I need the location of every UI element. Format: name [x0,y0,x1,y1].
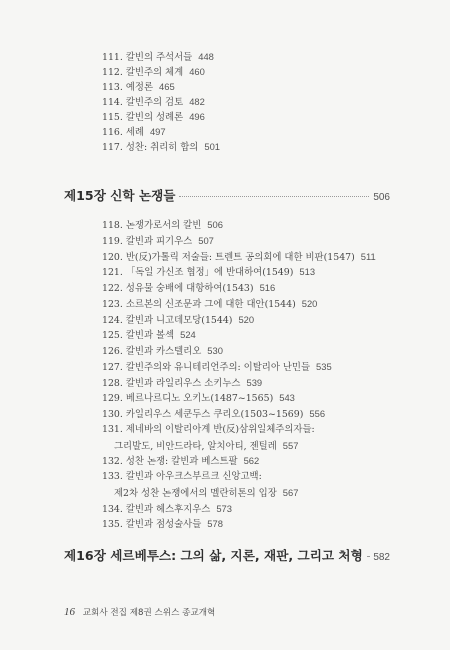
entry-title: 126. 칼빈과 카스텔리오 [102,346,202,357]
toc-entry[interactable] [102,329,196,342]
entry-title: 129. 베르나르디노 오키노(1487~1565) [102,393,274,405]
entry-page-number: 497 [149,126,166,137]
toc-entry[interactable] [102,141,220,154]
chapter-title: 제15장 신학 논쟁들 [64,188,176,203]
entry-page-number: 465 [159,81,175,92]
toc-entry[interactable] [102,518,223,531]
toc-entry[interactable] [102,282,275,295]
entry-title: 117. 성찬: 취리히 합의 [102,142,199,153]
entry-page-number: 535 [316,360,332,372]
toc-entry[interactable] [102,96,205,109]
toc-entry[interactable] [102,361,332,374]
entry-title: 112. 칼빈주의 체계 [102,67,184,78]
entry-title: 115. 칼빈의 성례론 [102,112,184,123]
toc-entry[interactable] [102,298,317,311]
toc-entry[interactable] [102,392,295,405]
entry-title: 114. 칼빈주의 검토 [102,97,184,108]
entry-page-number: 496 [189,111,205,122]
toc-entry[interactable] [102,455,259,468]
entry-page-number: 448 [198,51,214,62]
entry-title: 132. 성찬 논쟁: 칼빈과 베스트팔 [102,456,238,468]
entry-page-number: 507 [198,234,214,246]
entry-page-number: 543 [279,392,295,404]
entry-page-number: 524 [180,329,196,341]
entry-title: 131. 제네바의 이탈리아계 반(反)삼위일체주의자들: [102,423,315,435]
toc-entry[interactable] [102,66,205,79]
entry-page-number: 520 [238,313,255,325]
toc-entry[interactable] [102,251,376,264]
entry-title: 133. 칼빈과 아우크스부르크 신앙고백: [102,471,262,482]
entry-title: 128. 칼빈과 라일리우스 소키누스 [102,377,241,389]
entry-title: 120. 반(反)가톨릭 저술들: 트렌트 공의회에 대한 비판(1547) [102,251,355,263]
entry-title: 113. 예정론 [102,82,154,93]
entry-page-number: 557 [282,439,299,451]
chapter-page-number: 506 [373,192,390,203]
entry-page-number: 460 [189,66,205,77]
entry-page-number: 567 [282,486,299,498]
toc-entry[interactable] [102,424,315,436]
leader-dots [367,556,370,557]
toc-entry[interactable] [102,345,223,358]
chapter-15-heading[interactable] [64,185,390,204]
toc-entry[interactable] [102,503,232,516]
chapter-16-heading[interactable] [64,545,390,564]
entry-title: 125. 칼빈과 볼섹 [102,330,175,342]
toc-entry[interactable] [102,51,214,64]
entry-page-number: 562 [243,455,260,467]
chapter-page-number: 582 [373,552,390,563]
toc-entry[interactable] [102,408,325,421]
entry-title: 130. 카일리우스 세쿤두스 쿠리오(1503~1569) [102,409,304,420]
toc-entry[interactable] [102,266,315,279]
toc-entry[interactable] [114,487,298,500]
toc-entry[interactable] [102,219,223,232]
toc-entry[interactable] [114,440,298,453]
entry-page-number: 556 [309,408,326,419]
entry-page-number: 539 [246,376,263,388]
toc-entry[interactable] [102,235,214,248]
toc-entry[interactable] [102,126,166,139]
entry-title: 134. 칼빈과 헤스후지우스 [102,503,211,515]
entry-title: 121. 「독일 가신조 협정」에 반대하여(1549) [102,267,294,279]
entry-title: 119. 칼빈과 피기우스 [102,235,193,247]
entry-page-number: 482 [189,96,205,107]
toc-entry[interactable] [102,377,262,390]
entry-page-number: 530 [207,345,223,356]
toc-entry[interactable] [102,81,175,94]
entry-page-number: 513 [299,266,316,278]
entry-title: 135. 칼빈과 점성술사들 [102,519,202,531]
entry-page-number: 578 [207,518,223,530]
entry-title: 118. 논쟁가로서의 칼빈 [102,220,202,231]
entry-page-number: 573 [216,502,232,514]
entry-title: 111. 칼빈의 주석서들 [102,52,193,63]
entry-page-number: 511 [360,250,376,262]
toc-entry[interactable] [102,111,205,124]
page-footer [64,606,215,618]
entry-page-number: 520 [301,297,318,309]
chapter-title: 제16장 세르베투스: 그의 삶, 지론, 재판, 그리고 처형 [64,548,363,563]
entry-title: 116. 세례 [102,127,144,138]
footer-page-number: 16 [64,606,75,618]
entry-title: 122. 성유물 숭배에 대항하여(1543) [102,283,254,294]
entry-title: 123. 소르본의 신조문과 그에 대한 대안(1544) [102,298,296,310]
entry-title: 제2차 성찬 논쟁에서의 멜란히톤의 입장 [114,487,277,499]
entry-page-number: 501 [204,141,221,152]
entry-title: 그리발도, 비안드라타, 알치아티, 젠틸레 [114,440,277,452]
footer-running-title: 교회사 전집 제8권 스위스 종교개혁 [82,608,216,618]
entry-page-number: 516 [259,282,276,293]
leader-dots [179,196,369,197]
toc-entry[interactable] [102,471,262,483]
entry-title: 124. 칼빈과 니고데모당(1544) [102,314,233,326]
entry-page-number: 506 [207,219,223,230]
toc-entry[interactable] [102,314,254,327]
entry-title: 127. 칼빈주의와 유니테리언주의: 이탈리아 난민들 [102,361,311,373]
